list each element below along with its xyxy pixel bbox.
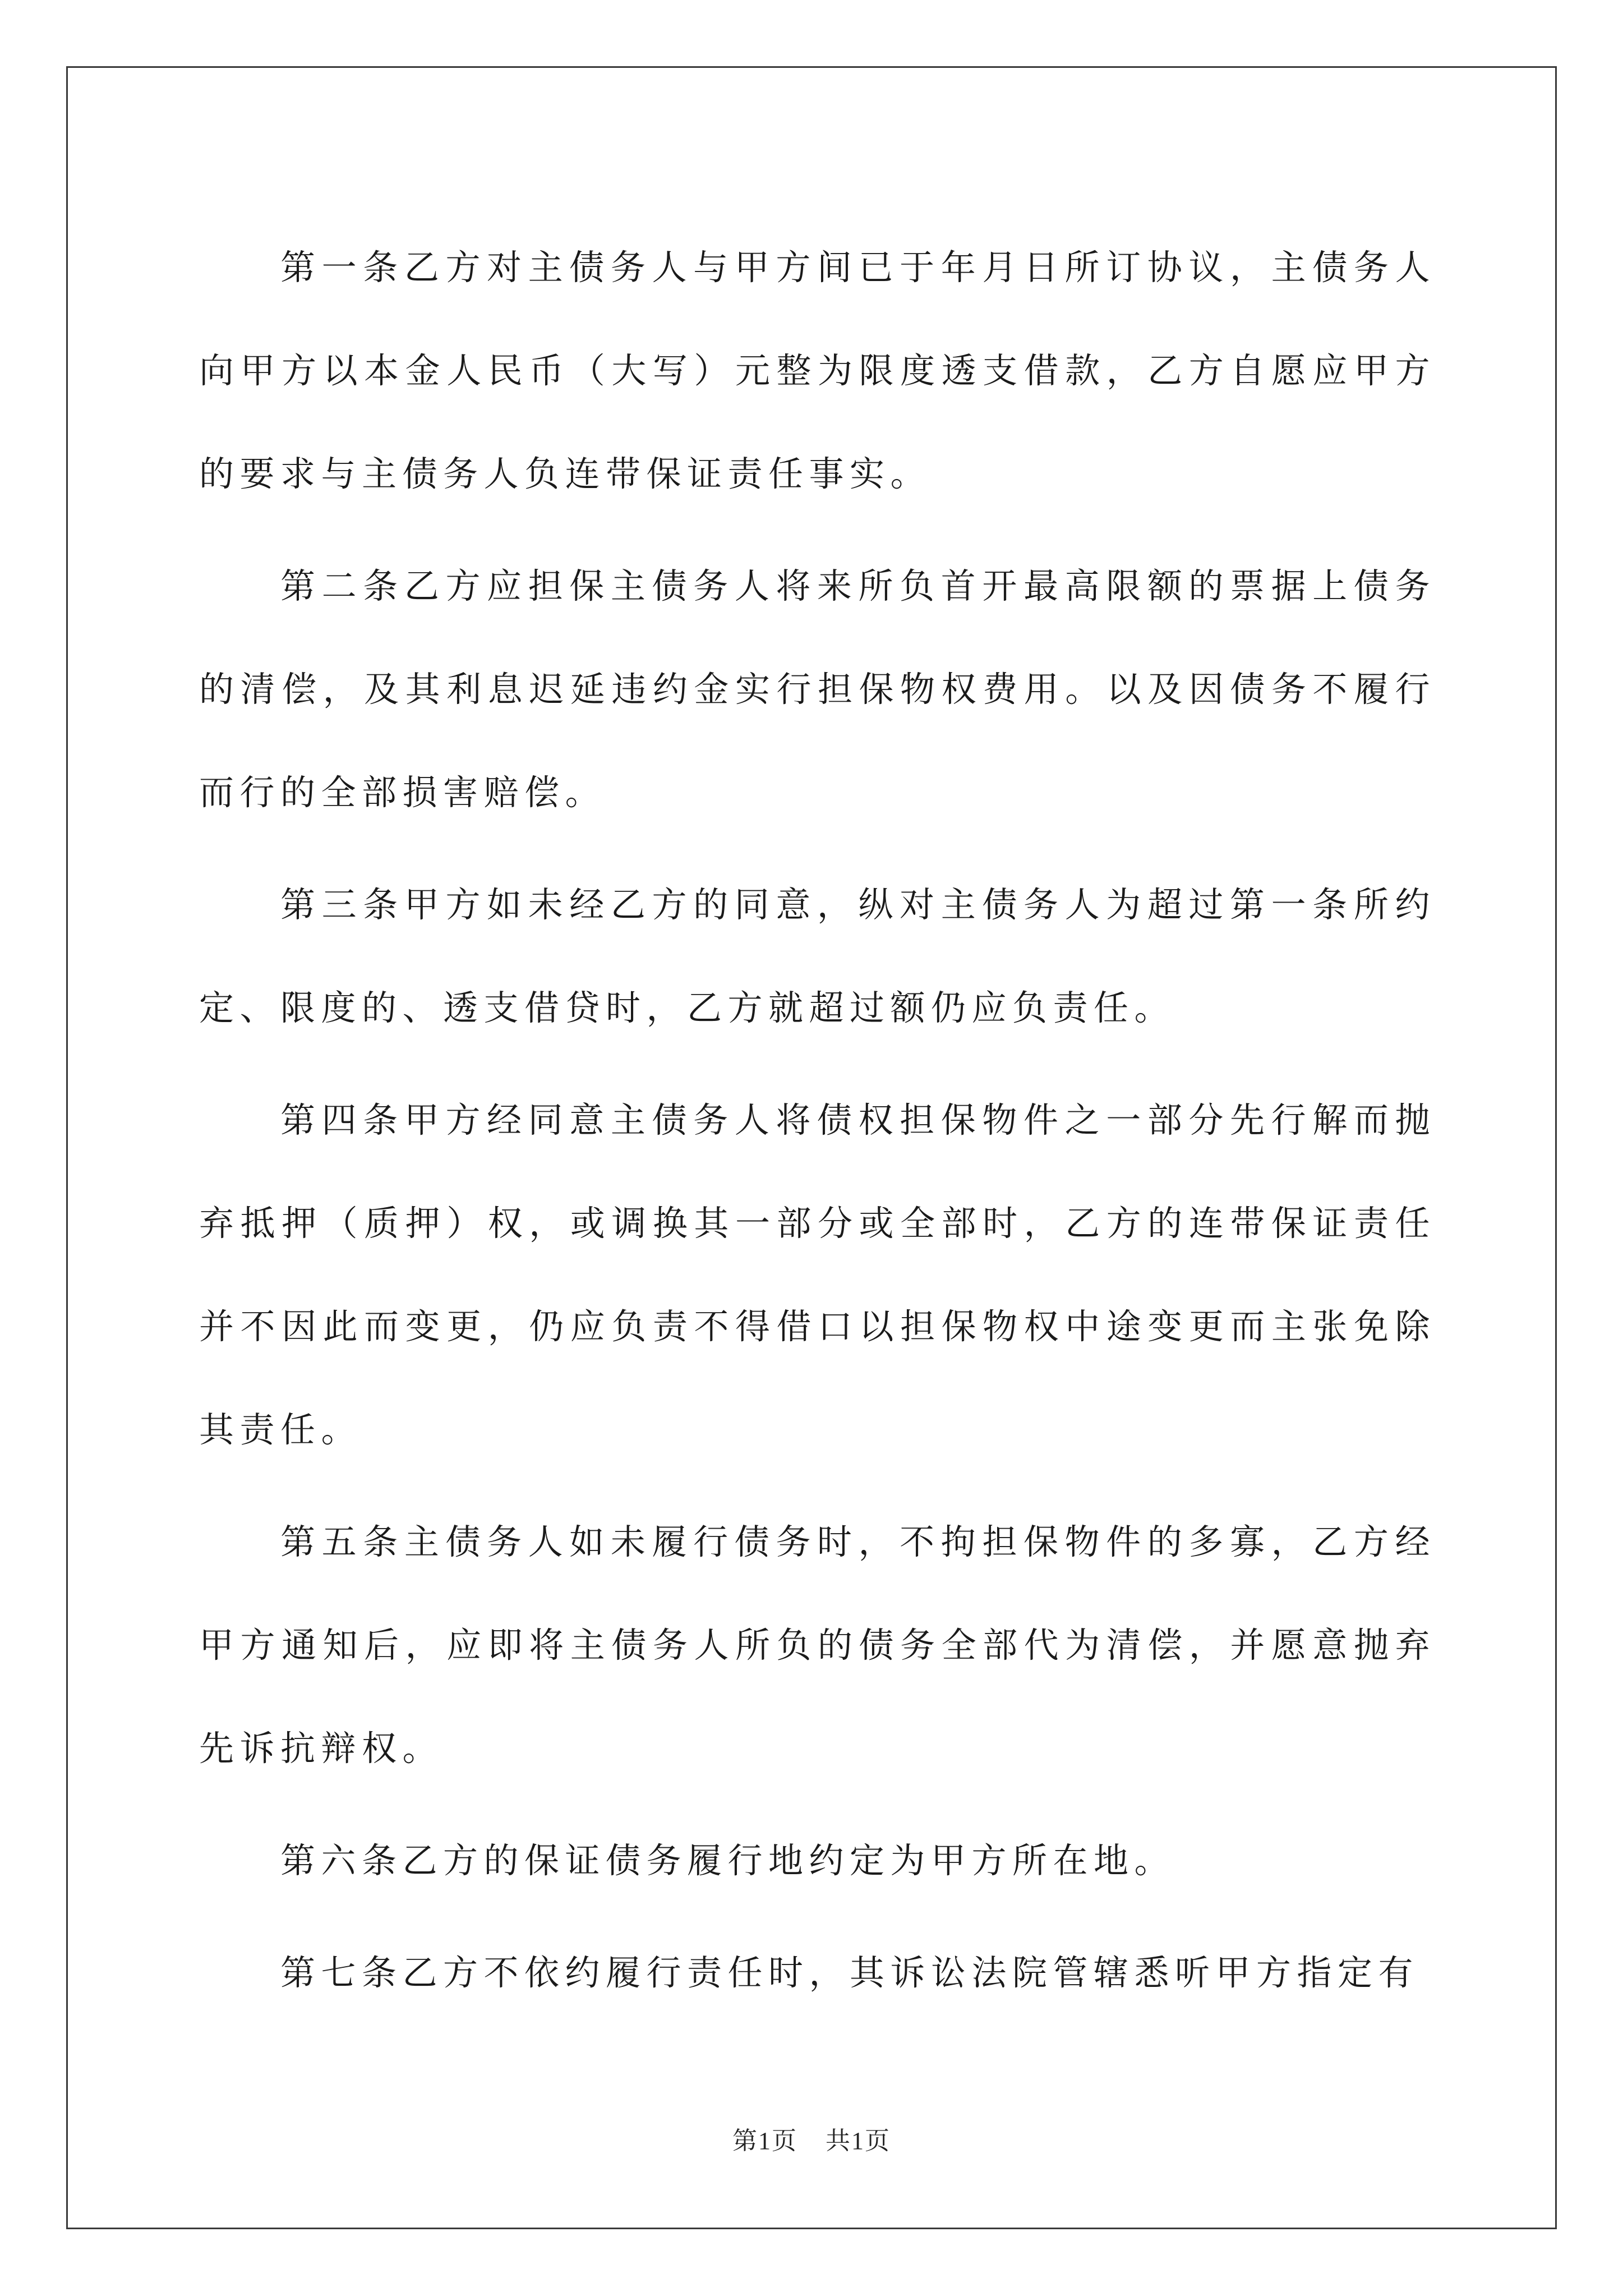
paragraph-article-2: 第二条乙方应担保主债务人将来所负首开最高限额的票据上债务的清偿，及其利息迟延违约金实行担保物权费用。以及因债务不履行而行的全部损害赔偿。 — [199, 565, 1436, 813]
document-body — [199, 216, 1436, 2033]
paragraph-article-7: 第七条乙方不依约履行责任时，其诉讼法院管辖悉听甲方指定有 — [280, 1952, 1419, 1993]
page-number-total: 共1页 — [826, 2127, 891, 2155]
paragraph-article-5: 第五条主债务人如未履行债务时，不拘担保物件的多寡，乙方经甲方通知后，应即将主债务人所负的债务全部代为清偿，并愿意抛弃先诉抗辩权。 — [199, 1521, 1436, 1769]
paragraph-article-1: 第一条乙方对主债务人与甲方间已于年月日所订协议，主债务人向甲方以本金人民币（大写）元整为限度透支借款，乙方自愿应甲方的要求与主债务人负连带保证责任事实。 — [199, 247, 1436, 494]
page-footer — [0, 2120, 1623, 2156]
paragraph-article-3: 第三条甲方如未经乙方的同意，纵对主债务人为超过第一条所约定、限度的、透支借贷时，乙方就超过额仍应负责任。 — [199, 884, 1436, 1028]
page-number-current: 第1页 — [732, 2127, 797, 2155]
paragraph-article-4: 第四条甲方经同意主债务人将债权担保物件之一部分先行解而抛弃抵押（质押）权，或调换其一部分或全部时，乙方的连带保证责任并不因此而变更，仍应负责不得借口以担保物权中途变更而主张免除其责任。 — [199, 1099, 1436, 1450]
paragraph-article-6: 第六条乙方的保证债务履行地约定为甲方所在地。 — [280, 1840, 1175, 1881]
